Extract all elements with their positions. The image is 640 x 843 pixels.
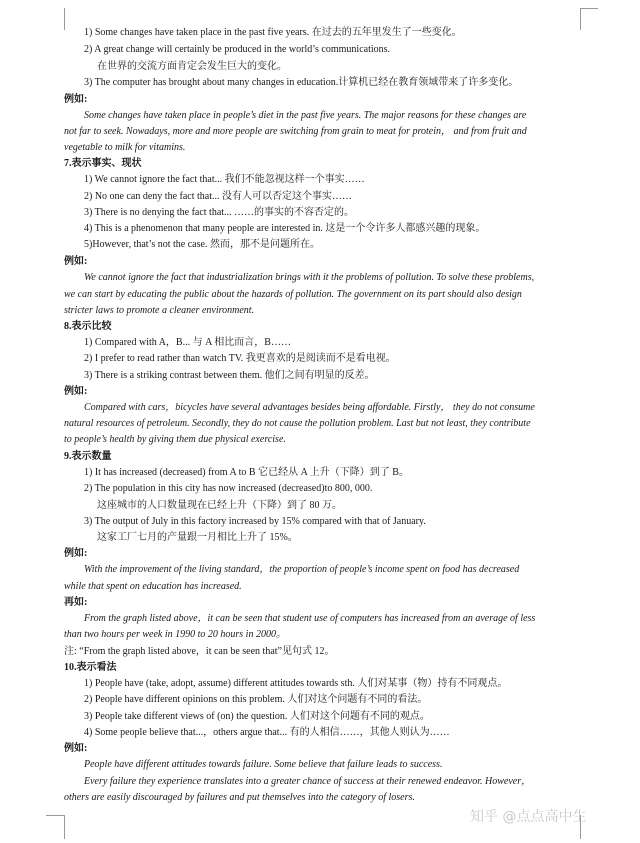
text-line: From the graph listed above，it can be seen that student use of computers has increased from an average of less xyxy=(84,613,536,624)
text-line: while that spent on education has increased. xyxy=(64,581,242,592)
text-line: natural resources of petroleum. Secondly, they do not cause the pollution problem. Last but not least, they contribute xyxy=(64,418,531,429)
text-line: Compared with cars，bicycles have several advantages besides being affordable. Firstly， they do not consume xyxy=(84,402,535,413)
text-line: With the improvement of the living standard，the proportion of people’s income spent on food has decreased xyxy=(84,564,520,575)
text-line: vegetable to milk for vitamins. xyxy=(64,142,186,153)
text-line: 1) It has increased (decreased) from A to B 它已经从 A 上升（下降）到了 B。 xyxy=(84,467,409,478)
text-line: 2) People have different opinions on this problem. 人们对这个问题有不同的看法。 xyxy=(84,694,428,705)
text-line: 这座城市的人口数量现在已经上升（下降）到了 80 万。 xyxy=(97,500,342,511)
text-line: than two hours per week in 1990 to 20 hours in 2000。 xyxy=(64,629,286,640)
text-line: People have different attitudes towards failure. Some believe that failure leads to success. xyxy=(84,759,443,770)
section-heading: 再如: xyxy=(64,597,88,608)
text-line: we can start by educating the public about the hazards of pollution. The government on its part should also design xyxy=(64,289,522,300)
text-line: 2) A great change will certainly be produced in the world’s communications. xyxy=(84,44,391,55)
text-line: 注: “From the graph listed above，it can be seen that”见句式 12。 xyxy=(64,646,335,657)
text-line: not far to seek. Nowadays, more and more people are switching from grain to meat for protein， and from fruit and xyxy=(64,126,527,137)
text-line: 3) The computer has brought about many changes in education.计算机已经在教育领域带来了许多变化。 xyxy=(84,77,519,88)
text-line: 1) Compared with A，B... 与 A 相比而言，B…… xyxy=(84,337,291,348)
text-line: 4) This is a phenomenon that many people are interested in. 这是一个令许多人都感兴趣的现象。 xyxy=(84,223,486,234)
text-line: 1) We cannot ignore the fact that... 我们不能忽视这样一个事实…… xyxy=(84,174,365,185)
crop-mark-top-right-horizontal xyxy=(580,8,598,9)
crop-mark-top-left xyxy=(64,8,65,30)
section-heading: 例如: xyxy=(64,548,88,559)
text-line: 3) People take different views of (on) the question. 人们对这个问题有不同的观点。 xyxy=(84,711,430,722)
section-heading: 例如: xyxy=(64,386,88,397)
crop-mark-top-right-vertical xyxy=(580,8,581,30)
text-line: Every failure they experience translates into a greater chance of success at their renewed endeavor. However， xyxy=(84,776,532,787)
text-line: 在世界的交流方面肯定会发生巨大的变化。 xyxy=(97,61,287,72)
section-heading: 9.表示数量 xyxy=(64,451,112,462)
watermark: 知乎 @点点高中生 xyxy=(470,809,587,825)
crop-mark-bottom-left-vertical xyxy=(64,815,65,839)
text-line: 3) There is no denying the fact that... ……的事实的不容否定的。 xyxy=(84,207,355,218)
text-line: 2) No one can deny the fact that... 没有人可以否定这个事实…… xyxy=(84,191,353,202)
section-heading: 例如: xyxy=(64,743,88,754)
text-line: 2) The population in this city has now increased (decreased)to 800, 000. xyxy=(84,483,373,494)
section-heading: 8.表示比较 xyxy=(64,321,112,332)
section-heading: 7.表示事实、现状 xyxy=(64,158,142,169)
text-line: Some changes have taken place in people’s diet in the past five years. The major reasons for these changes are xyxy=(84,110,527,121)
crop-mark-bottom-left-horizontal xyxy=(46,815,64,816)
text-line: to people’s health by giving them due physical exercise. xyxy=(64,434,286,445)
section-heading: 例如: xyxy=(64,94,88,105)
text-line: 3) The output of July in this factory increased by 15% compared with that of January. xyxy=(84,516,426,527)
text-line: others are easily discouraged by failures and put themselves into the category of losers. xyxy=(64,792,415,803)
section-heading: 例如: xyxy=(64,256,88,267)
text-line: 2) I prefer to read rather than watch TV. 我更喜欢的是阅读而不是看电视。 xyxy=(84,353,396,364)
text-line: 5)However, that’s not the case. 然而，那不是问题所在。 xyxy=(84,239,320,250)
section-heading: 10.表示看法 xyxy=(64,662,117,673)
text-line: 这家工厂七月的产量跟一月相比上升了 15%。 xyxy=(97,532,298,543)
text-line: 1) Some changes have taken place in the past five years. 在过去的五年里发生了一些变化。 xyxy=(84,27,462,38)
text-line: stricter laws to promote a cleaner environment. xyxy=(64,305,255,316)
text-line: 4) Some people believe that...，others argue that... 有的人相信……，其他人则认为…… xyxy=(84,727,450,738)
text-line: 3) There is a striking contrast between them. 他们之间有明显的反差。 xyxy=(84,370,375,381)
text-line: We cannot ignore the fact that industrialization brings with it the problems of pollution. To solve these problems, xyxy=(84,272,535,283)
text-line: 1) People have (take, adopt, assume) different attitudes towards sth. 人们对某事（物）持有不同观点。 xyxy=(84,678,508,689)
